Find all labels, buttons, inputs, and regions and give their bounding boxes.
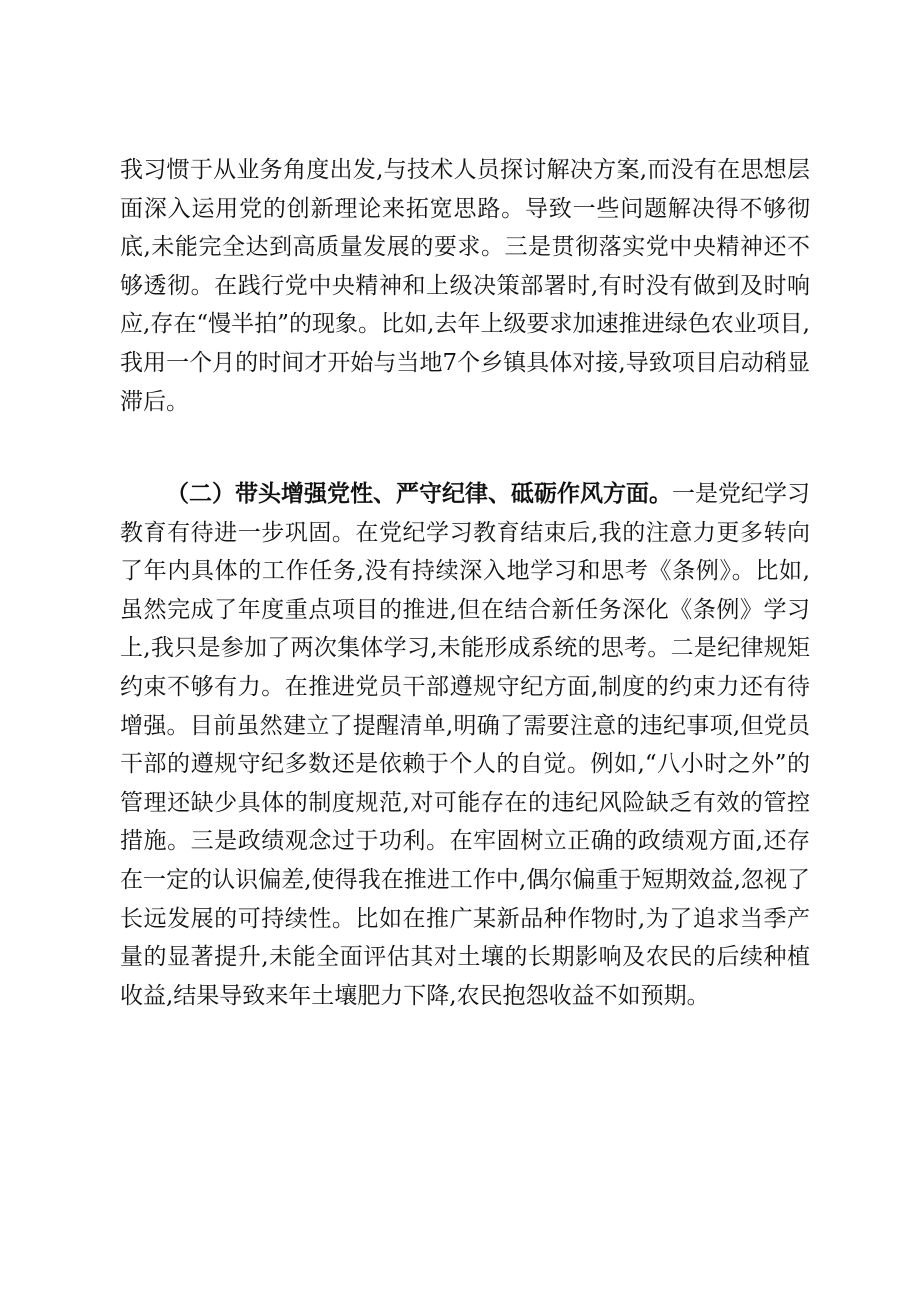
paragraph-section-two	[120, 475, 810, 1015]
section-body: 一是党纪学习教育有待进一步巩固。在党纪学习教育结束后,我的注意力更多转向了年内具体的工作任务,没有持续深入地学习和思考《条例》。比如,虽然完成了年度重点项目的推进,但在结合新任务深化《条例》学习上,我只是参加了两次集体学习,未能形成系统的思考。二是纪律规矩约束不够有力。在推进党员干部遵规守纪方面,制度的约束力还有待增强。目前虽然建立了提醒清单,明确了需要注意的违纪事项,但党员干部的遵规守纪多数还是依赖于个人的自觉。例如,“八小时之外”的管理还缺少具体的制度规范,对可能存在的违纪风险缺乏有效的管控措施。三是政绩观念过于功利。在牢固树立正确的政绩观方面,还存在一定的认识偏差,使得我在推进工作中,偶尔偏重于短期效益,忽视了长远发展的可持续性。比如在推广某新品种作物时,为了追求当季产量的显著提升,未能全面评估其对土壤的长期影响及农民的后续种植收益,结果导致来年土壤肥力下降,农民抱怨收益不如预期。	[120, 481, 810, 1009]
section-heading: （二）带头增强党性、严守纪律、砥砺作风方面。	[166, 481, 672, 507]
paragraph-continued: 我习惯于从业务角度出发,与技术人员探讨解决方案,而没有在思想层面深入运用党的创新理论来拓宽思路。导致一些问题解决得不够彻底,未能完全达到高质量发展的要求。三是贯彻落实党中央精神还不够透彻。在践行党中央精神和上级决策部署时,有时没有做到及时响应,存在“慢半拍”的现象。比如,去年上级要求加速推进绿色农业项目,我用一个月的时间才开始与当地7个乡镇具体对接,导致项目启动稍显滞后。	[120, 157, 810, 415]
